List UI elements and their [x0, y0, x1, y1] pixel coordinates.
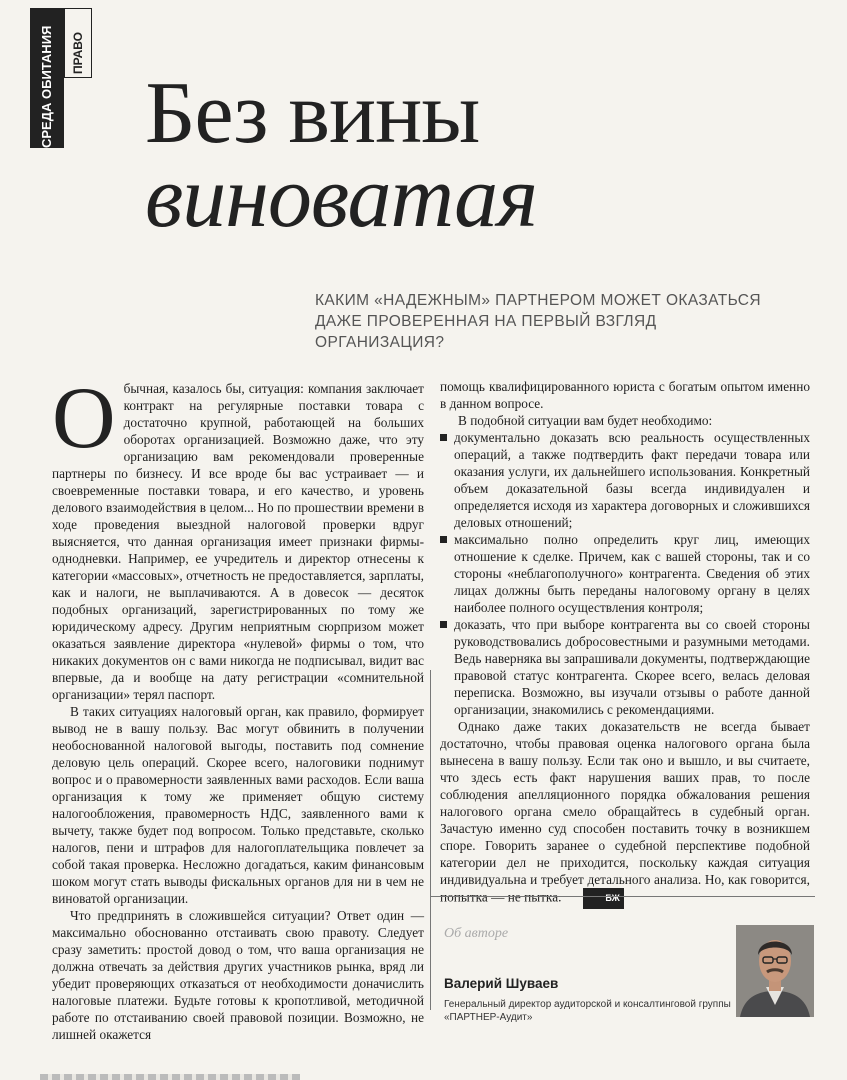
about-heading: Об авторе: [444, 926, 509, 941]
title-line-1: Без вины: [145, 65, 480, 162]
paragraph-6: [440, 718, 810, 909]
author-role: Генеральный директор аудиторской и консалтинговой группы «ПАРТНЕР-Аудит»: [444, 999, 731, 1023]
paragraph-1-text: бычная, казалось бы, ситуация: компания заключает контракт на регулярные поставки товара с достаточно крупной, работающей на больших оборотах организацией. Возможно даже, что эту организацию вам рекомендовали проверенные партнеры по бизнесу. И все вроде бы вас устраивает — и своевременные поставки товара, и его качество, и уровень делового взаимодействия в целом... Но по прошествии времени в ходе проведения выездной налоговой проверки вдруг выясняется, что данная организация имеет признаки фирмы-однодневки. Например, ее учредитель и директор отнесены к категории «массовых», отчетность не предоставляется, зарплаты, как и налоги, не выплачиваются. А в довесок — десяток подобных организаций, зарегистрированных по тому же юридическому адресу. Другим неприятным сюрпризом может оказаться заявление директора «нулевой» фирмы о том, что никаких документов он с вами никогда не подписывал, видит вас впервые, да и вообще на дату регистрации «сомнительной организации» терял паспорт.: [52, 381, 424, 702]
paragraph-2: В таких ситуациях налоговый орган, как правило, формирует вывод не в вашу пользу. Вас могут обвинить в получении необоснованной налоговой выгоды, поставить под сомнение деловую цель операций. Скорее всего, налоговики поднимут вопрос и о правомерности заявленных вами расходов. Если ваша организация к тому же применяет общую систему налогообложения, правомерность НДС, заявленного вами к вычету, также будет под вопросом. Только представьте, сколько налогов, пени и штрафов для налогоплательщика повлечет за собой такая проверка. Несложно догадаться, каким финансовым шоком могут стать выводы фискальных органов для ни в чем не виноватой организации.: [52, 704, 424, 906]
author-name: Валерий Шуваев: [444, 976, 559, 991]
column-left: [52, 370, 424, 1043]
column-divider: [430, 670, 431, 1010]
author-photo: [736, 925, 814, 1017]
section-label: СРЕДА ОБИТАНИЯ: [39, 25, 54, 148]
article-lead: КАКИМ «НАДЕЖНЫМ» ПАРТНЕРОМ МОЖЕТ ОКАЗАТЬСЯ ДАЖЕ ПРОВЕРЕННАЯ НА ПЕРВЫЙ ВЗГЛЯД ОРГАНИЗАЦИЯ?: [315, 292, 761, 351]
about-divider: [430, 896, 815, 897]
footer-strip: [40, 1074, 300, 1080]
subsection-label: ПРАВО: [71, 32, 85, 74]
requirements-list: [440, 429, 810, 718]
paragraph-6-text: Однако даже таких доказательств не всегда бывает достаточно, чтобы правовая оценка налогового органа была вынесена в вашу пользу. Если так оно и вышло, и вы считаете, что здесь есть факт нарушения ваших прав, то после соблюдения апелляционного порядка обжалования решения налогового органа смело обращайтесь в судебный орган. Зачастую именно суд способен поставить точку в возникшем споре. Говорить заранее о судебной перспективе подобной категории дел не приходится, поскольку каждая ситуация индивидуальна и требует детального анализа. Но, как говорится, попытка — не пытка.: [440, 719, 810, 905]
article-title: [145, 65, 537, 246]
end-mark: БЖ: [583, 888, 623, 909]
section-tab: [30, 8, 92, 148]
paragraph-3: Что предпринять в сложившейся ситуации? Ответ один — максимально обоснованно отстаивать свою правоту. Следует сразу заметить: простой довод о том, что ваша организация не должна отвечать за действия других участников рынка, вряд ли убедит проверяющих отказаться от необходимости доначислить налоговые платежи. Будьте готовы к кропотливой, методичной работе по отстаиванию своей правовой позиции. Возможно, не лишней окажется: [52, 908, 424, 1042]
list-item: доказать, что при выборе контрагента вы со своей стороны руководствовались добросовестными и разумными методами. Ведь наверняка вы запрашивали документы, подтверждающие правовой статус контрагента. Скорее всего, велась деловая переписка. Возможно, вы изучали отзывы о работе данной организации, знакомились с рекомендациями.: [440, 616, 810, 718]
title-line-2: виноватая: [145, 149, 537, 246]
paragraph-1: [52, 370, 424, 703]
drop-cap: О: [52, 370, 116, 467]
list-item: документально доказать всю реальность осуществленных операций, а также подтвердить факт передачи товара или оказания услуги, их дальнейшего использования. Конкретный объем доказательной базы всегда индивидуален и определяется исходя из характера договорных и сложившихся деловых отношений;: [440, 429, 810, 531]
paragraph-5: В подобной ситуации вам будет необходимо:: [458, 413, 713, 428]
column-right: [440, 378, 810, 909]
paragraph-4: помощь квалифицированного юриста с богатым опытом именно в данном вопросе.: [440, 379, 810, 411]
list-item: максимально полно определить круг лиц, имеющих отношение к сделке. Причем, как с вашей стороны, так и со стороны «неблагополучного» контрагента. Сведения об этих лицах должны быть переданы налоговому органу в целях наиболее полного осуществления контроля;: [440, 531, 810, 616]
